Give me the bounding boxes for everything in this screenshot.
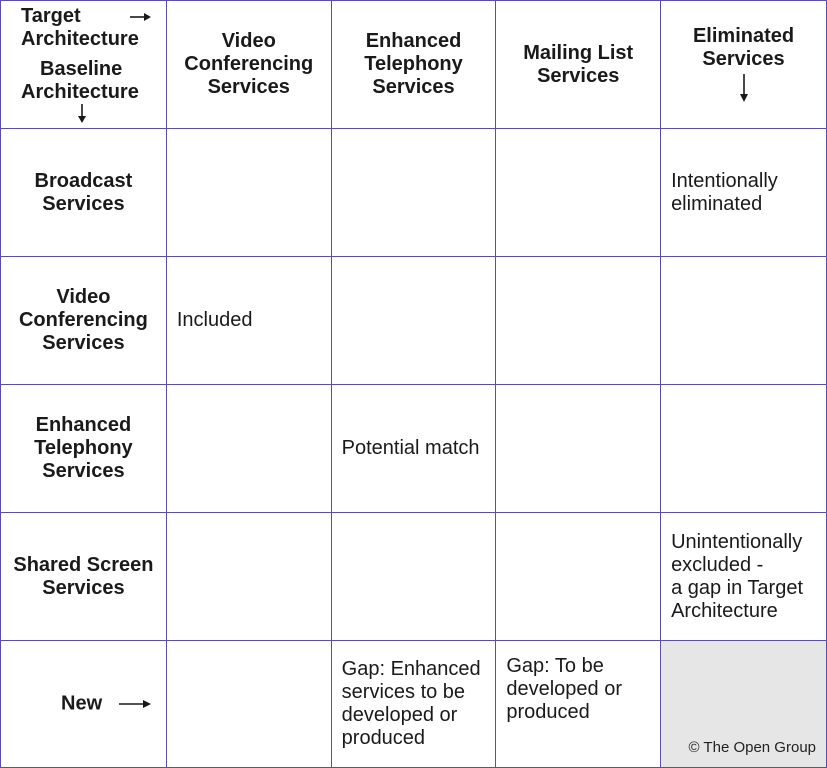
row-header-line: Video xyxy=(56,286,111,308)
cell-text-line: Gap: To be xyxy=(506,655,604,677)
row-header-line: Shared Screen xyxy=(13,553,154,576)
column-header-mailing-list xyxy=(496,1,661,129)
target-label-line2: Architecture xyxy=(21,28,139,50)
row-header-enhanced-telephony xyxy=(1,385,167,513)
matrix-cell xyxy=(166,641,331,768)
cell-text-line: Included xyxy=(176,309,253,331)
matrix-cell xyxy=(331,513,496,641)
matrix-cell xyxy=(496,513,661,641)
column-header-line: Video xyxy=(221,30,276,52)
row-header-line: Services xyxy=(42,460,125,482)
matrix-cell xyxy=(661,385,827,513)
cell-text-line: services to be xyxy=(341,681,466,703)
cell-text-line: a gap in Target xyxy=(671,576,804,599)
row-header-video-conferencing xyxy=(1,257,167,385)
baseline-label-line1: Baseline xyxy=(40,58,123,80)
row-header-line: Broadcast xyxy=(34,169,133,192)
column-header-video-conferencing xyxy=(166,1,331,129)
cell-text-line: Intentionally xyxy=(671,169,778,192)
column-header-enhanced-telephony xyxy=(331,1,496,129)
cell-text-line: Gap: Enhanced xyxy=(341,658,481,680)
cell-gap-to-be-developed xyxy=(496,641,661,768)
row-header-line: Conferencing xyxy=(18,309,148,331)
row-header-line: Services xyxy=(42,192,125,215)
shaded-empty-cell xyxy=(661,641,827,768)
cell-text-line: developed or xyxy=(506,678,623,700)
column-header-line: Mailing List xyxy=(523,41,634,64)
column-header-line: Services xyxy=(372,76,455,98)
row-header-line: Services xyxy=(42,332,125,354)
arrow-right-icon xyxy=(129,10,153,24)
column-header-line: Services xyxy=(207,76,290,98)
baseline-label-line2: Architecture xyxy=(21,81,139,103)
cell-potential-match xyxy=(331,385,496,513)
matrix-cell xyxy=(166,385,331,513)
cell-text-line: Unintentionally xyxy=(671,530,803,553)
cell-text-line: Potential match xyxy=(341,437,480,459)
row-header-broadcast xyxy=(1,129,167,257)
cell-text-line: developed or xyxy=(341,704,458,726)
column-header-line: Enhanced xyxy=(365,30,462,52)
matrix-cell xyxy=(661,257,827,385)
copyright-notice: © The Open Group xyxy=(688,739,816,756)
cell-text-line: produced xyxy=(341,727,426,749)
matrix-cell xyxy=(496,257,661,385)
arrow-right-icon xyxy=(118,697,154,711)
corner-header-cell xyxy=(1,1,167,129)
row-header-line: Services xyxy=(42,576,125,599)
matrix-cell xyxy=(166,513,331,641)
matrix-cell xyxy=(331,257,496,385)
column-header-line: Services xyxy=(702,47,785,70)
row-header-line: Telephony xyxy=(34,437,133,459)
matrix-cell xyxy=(496,385,661,513)
matrix-cell xyxy=(166,129,331,257)
cell-text-line: produced xyxy=(506,701,590,723)
column-header-line: Telephony xyxy=(364,53,463,75)
row-header-shared-screen xyxy=(1,513,167,641)
row-header-line: Enhanced xyxy=(35,414,132,436)
cell-text-line: excluded - xyxy=(671,553,764,576)
matrix-cell xyxy=(496,129,661,257)
cell-included xyxy=(166,257,331,385)
arrow-down-icon xyxy=(75,103,89,125)
matrix-cell xyxy=(331,129,496,257)
cell-intentionally-eliminated xyxy=(661,129,827,257)
target-label-line1: Target xyxy=(21,5,81,27)
cell-unintentionally-excluded xyxy=(661,513,827,641)
cell-gap-enhanced-services xyxy=(331,641,496,768)
column-header-line: Eliminated xyxy=(692,24,795,47)
row-header-new-label: New xyxy=(61,692,103,715)
column-header-line: Conferencing xyxy=(184,53,314,75)
column-header-eliminated xyxy=(661,1,827,129)
column-header-line: Services xyxy=(537,64,620,87)
arrow-down-icon xyxy=(737,73,751,105)
row-header-new xyxy=(1,641,167,768)
cell-text-line: eliminated xyxy=(671,192,763,215)
cell-text-line: Architecture xyxy=(671,599,778,622)
